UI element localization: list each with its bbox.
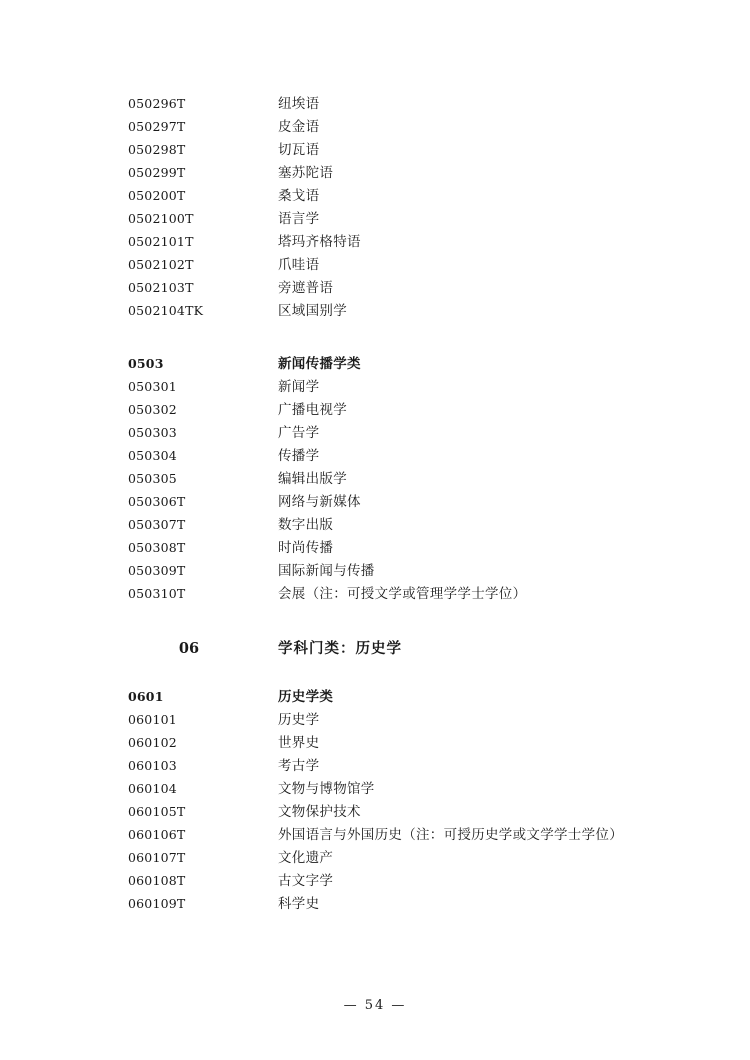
major-name: 语言学 <box>278 211 320 227</box>
major-code: 0502101T <box>128 234 194 249</box>
major-code: 060107T <box>128 850 186 865</box>
major-code: 060108T <box>128 873 186 888</box>
major-code: 050298T <box>128 142 186 157</box>
major-code: 060106T <box>128 827 186 842</box>
major-name: 文物与博物馆学 <box>278 781 375 797</box>
major-code: 060105T <box>128 804 186 819</box>
major-code: 050297T <box>128 119 186 134</box>
major-name: 古文字学 <box>278 873 334 889</box>
major-row <box>128 731 668 754</box>
major-name: 科学史 <box>278 896 320 912</box>
major-code: 050310T <box>128 586 186 601</box>
major-code: 050301 <box>128 379 177 394</box>
major-row <box>128 892 668 915</box>
major-name: 爪哇语 <box>278 257 320 273</box>
major-name: 旁遮普语 <box>278 280 334 296</box>
major-code: 050307T <box>128 517 186 532</box>
major-row <box>128 800 668 823</box>
major-name: 新闻学 <box>278 379 320 395</box>
major-class-row <box>128 685 668 708</box>
major-name: 世界史 <box>278 735 320 751</box>
major-code: 050306T <box>128 494 186 509</box>
major-row <box>128 754 668 777</box>
major-name: 桑戈语 <box>278 188 320 204</box>
discipline-category-heading <box>128 635 668 663</box>
major-name: 编辑出版学 <box>278 471 347 487</box>
page-number: — 54 — <box>343 998 407 1013</box>
major-code: 0502100T <box>128 211 194 226</box>
major-name: 会展（注：可授文学或管理学学士学位） <box>278 586 527 602</box>
major-row <box>128 230 668 253</box>
major-code: 050309T <box>128 563 186 578</box>
major-row <box>128 582 668 605</box>
major-code: 050302 <box>128 402 177 417</box>
major-class-name: 历史学类 <box>278 689 334 705</box>
major-name: 历史学 <box>278 712 320 728</box>
major-row <box>128 490 668 513</box>
major-row <box>128 92 668 115</box>
major-name: 纽埃语 <box>278 96 320 112</box>
major-row <box>128 138 668 161</box>
major-row <box>128 869 668 892</box>
major-row <box>128 846 668 869</box>
page-footer <box>0 998 750 1013</box>
major-row <box>128 207 668 230</box>
major-name: 塞苏陀语 <box>278 165 334 181</box>
section-spacer <box>128 605 668 635</box>
major-name: 网络与新媒体 <box>278 494 361 510</box>
major-class-name: 新闻传播学类 <box>278 356 361 372</box>
major-row <box>128 115 668 138</box>
major-row <box>128 375 668 398</box>
major-name: 时尚传播 <box>278 540 334 556</box>
section-spacer <box>128 322 668 352</box>
major-row <box>128 276 668 299</box>
major-code: 050308T <box>128 540 186 555</box>
major-name: 广播电视学 <box>278 402 347 418</box>
major-name: 考古学 <box>278 758 320 774</box>
major-name: 文物保护技术 <box>278 804 361 820</box>
section-spacer <box>128 663 668 685</box>
major-class-code: 0601 <box>128 689 164 704</box>
major-name: 外国语言与外国历史（注：可授历史学或文学学士学位） <box>278 827 623 843</box>
major-code: 060102 <box>128 735 177 750</box>
major-name: 塔玛齐格特语 <box>278 234 361 250</box>
major-code: 060101 <box>128 712 177 727</box>
major-row <box>128 184 668 207</box>
major-code: 060103 <box>128 758 177 773</box>
major-name: 国际新闻与传播 <box>278 563 375 579</box>
major-row <box>128 398 668 421</box>
major-name: 文化遗产 <box>278 850 334 866</box>
major-code: 0502102T <box>128 257 194 272</box>
major-name: 广告学 <box>278 425 320 441</box>
major-row <box>128 823 668 846</box>
major-code: 050296T <box>128 96 186 111</box>
major-class-code: 0503 <box>128 356 164 371</box>
major-code: 050303 <box>128 425 177 440</box>
category-code: 06 <box>178 640 200 657</box>
major-code: 050305 <box>128 471 177 486</box>
major-class-row <box>128 352 668 375</box>
major-code: 050304 <box>128 448 177 463</box>
major-row <box>128 161 668 184</box>
major-code: 050299T <box>128 165 186 180</box>
major-row <box>128 513 668 536</box>
major-row <box>128 777 668 800</box>
major-row <box>128 421 668 444</box>
major-name: 数字出版 <box>278 517 334 533</box>
major-name: 切瓦语 <box>278 142 320 158</box>
major-code: 0502103T <box>128 280 194 295</box>
major-row <box>128 536 668 559</box>
major-catalog-list <box>128 92 668 915</box>
major-row <box>128 444 668 467</box>
category-name: 学科门类：历史学 <box>278 640 402 657</box>
major-name: 区域国别学 <box>278 303 347 319</box>
major-row <box>128 253 668 276</box>
major-row <box>128 559 668 582</box>
major-code: 060109T <box>128 896 186 911</box>
major-row <box>128 299 668 322</box>
major-code: 060104 <box>128 781 177 796</box>
major-code: 0502104TK <box>128 303 204 318</box>
major-name: 皮金语 <box>278 119 320 135</box>
major-name: 传播学 <box>278 448 320 464</box>
major-code: 050200T <box>128 188 186 203</box>
major-row <box>128 708 668 731</box>
major-row <box>128 467 668 490</box>
